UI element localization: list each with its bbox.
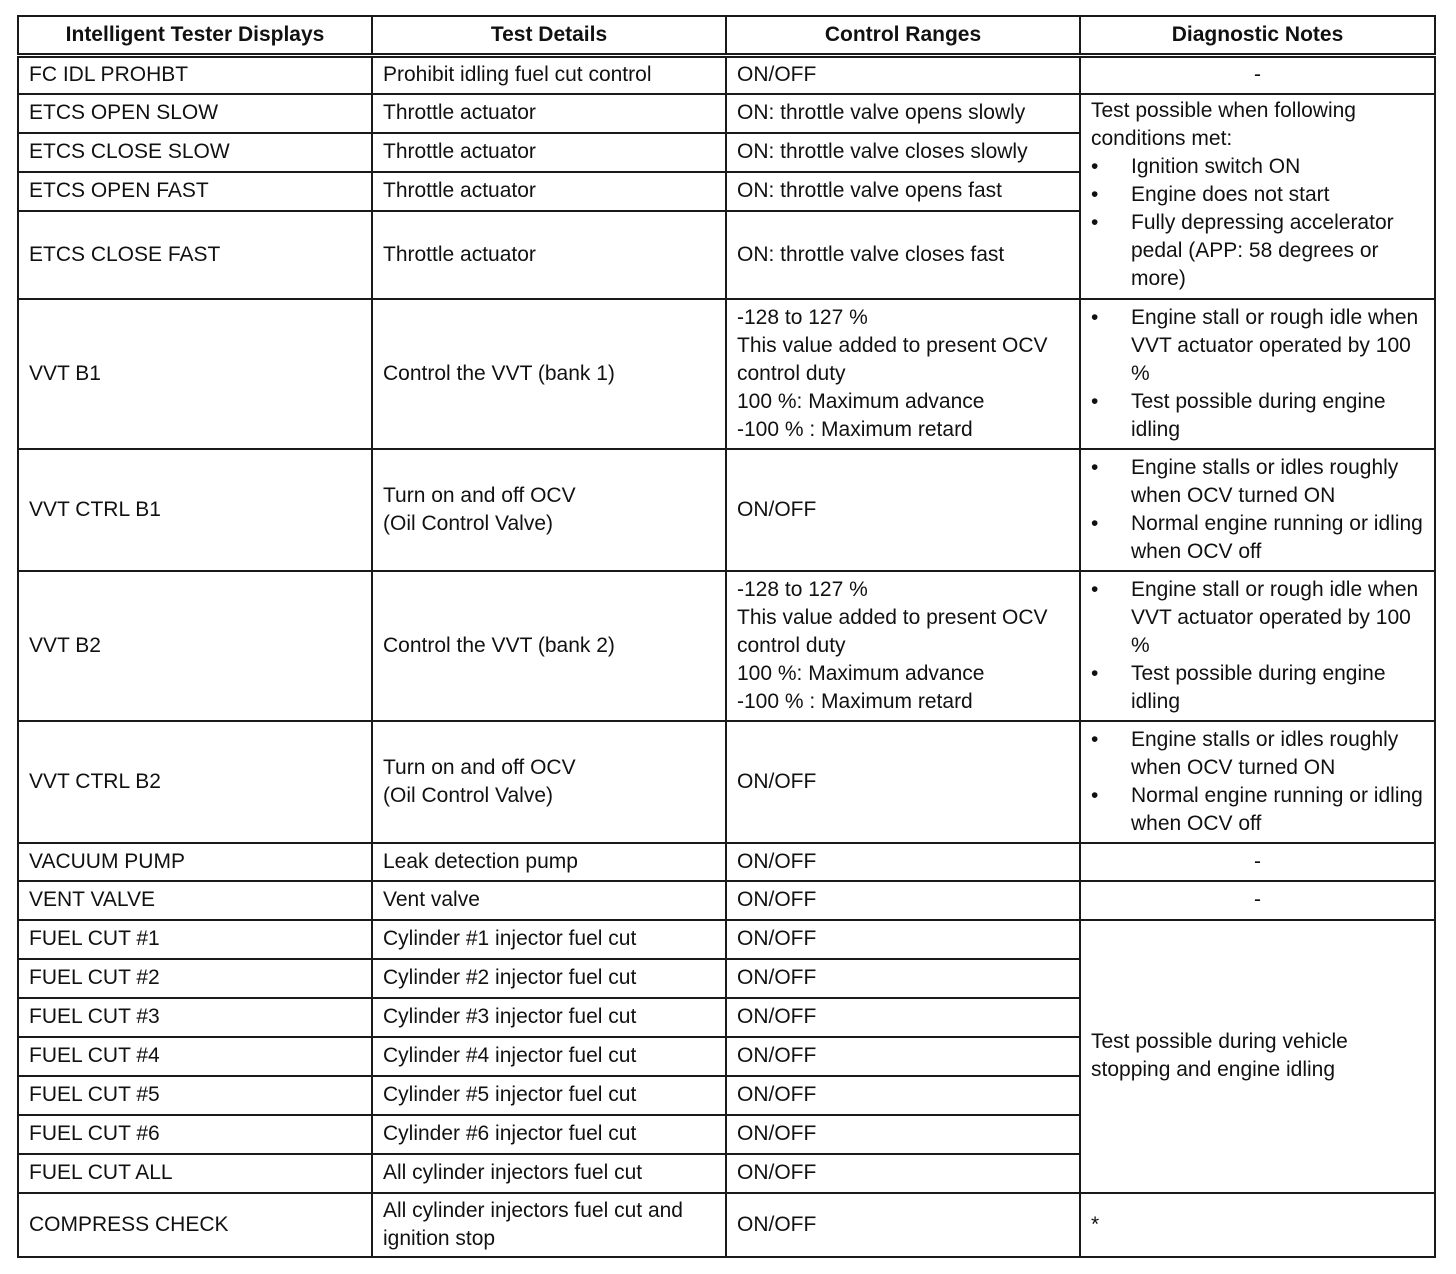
bullet-icon: • [1091,577,1099,601]
control-range-cell: ON/OFF [726,1154,1080,1193]
tester-display-cell: VENT VALVE [18,881,372,920]
test-details-cell: All cylinder injectors fuel cut and ignition stop [372,1193,726,1257]
bullet-icon: • [1091,727,1099,751]
note-bullet: • Fully depressing accelerator pedal (APP: 58 degrees or more) [1091,209,1424,293]
test-details-cell: Cylinder #3 injector fuel cut [372,998,726,1037]
tester-display-cell: FUEL CUT #1 [18,920,372,959]
tester-display-cell: VVT CTRL B1 [18,449,372,571]
tester-display-cell: FUEL CUT #6 [18,1115,372,1154]
tester-display-cell: FC IDL PROHBT [18,56,372,94]
control-range-cell: ON: throttle valve opens fast [726,172,1080,211]
test-details-cell: Prohibit idling fuel cut control [372,56,726,94]
test-details-cell: Vent valve [372,881,726,920]
active-test-table [17,15,1436,1258]
tester-display-cell: COMPRESS CHECK [18,1193,372,1257]
diagnostic-note-cell [1080,449,1435,571]
tester-display-cell: VACUUM PUMP [18,843,372,881]
diagnostic-note-cell: - [1080,56,1435,94]
note-bullet: • Normal engine running or idling when OCV off [1091,510,1424,566]
table-row [18,299,1435,449]
control-range-cell: ON/OFF [726,881,1080,920]
control-range-cell: ON/OFF [726,449,1080,571]
test-details-cell: Throttle actuator [372,172,726,211]
test-details-cell: Cylinder #5 injector fuel cut [372,1076,726,1115]
diagnostic-note-cell: - [1080,881,1435,920]
tester-display-cell: VVT CTRL B2 [18,721,372,843]
table-header-row [18,16,1435,56]
diagnostic-note-cell: * [1080,1193,1435,1257]
test-details-cell: Turn on and off OCV (Oil Control Valve) [372,721,726,843]
tester-display-cell: VVT B1 [18,299,372,449]
control-range-cell: ON/OFF [726,1115,1080,1154]
control-range-cell: ON: throttle valve opens slowly [726,94,1080,133]
note-bullet: • Engine stall or rough idle when VVT actuator operated by 100 % [1091,304,1424,388]
note-intro: Test possible when following conditions met: [1091,98,1356,150]
table-row [18,571,1435,721]
tester-display-cell: FUEL CUT #2 [18,959,372,998]
control-range-cell: ON: throttle valve closes fast [726,211,1080,299]
test-details-cell: Cylinder #6 injector fuel cut [372,1115,726,1154]
test-details-cell: Cylinder #4 injector fuel cut [372,1037,726,1076]
note-bullet: • Engine does not start [1091,181,1424,209]
tester-display-cell: ETCS CLOSE FAST [18,211,372,299]
tester-display-cell: FUEL CUT #5 [18,1076,372,1115]
control-range-cell: ON/OFF [726,920,1080,959]
table-row [18,881,1435,920]
bullet-icon: • [1091,389,1099,413]
tester-display-cell: FUEL CUT #3 [18,998,372,1037]
test-details-cell: Cylinder #1 injector fuel cut [372,920,726,959]
control-range-cell: ON/OFF [726,1037,1080,1076]
bullet-icon: • [1091,154,1099,178]
test-details-cell: Control the VVT (bank 2) [372,571,726,721]
bullet-icon: • [1091,511,1099,535]
header-control-ranges: Control Ranges [726,16,1080,56]
diagnostic-note-cell [1080,571,1435,721]
table-row [18,1193,1435,1257]
tester-display-cell: ETCS CLOSE SLOW [18,133,372,172]
tester-display-cell: VVT B2 [18,571,372,721]
test-details-cell: Control the VVT (bank 1) [372,299,726,449]
note-bullet: • Test possible during engine idling [1091,388,1424,444]
table-row [18,94,1435,133]
test-details-cell: Leak detection pump [372,843,726,881]
bullet-icon: • [1091,661,1099,685]
bullet-icon: • [1091,210,1099,234]
table-row [18,56,1435,94]
table-row [18,920,1435,959]
control-range-cell: ON: throttle valve closes slowly [726,133,1080,172]
test-details-cell: Throttle actuator [372,211,726,299]
bullet-icon: • [1091,305,1099,329]
control-range-cell: ON/OFF [726,1076,1080,1115]
test-details-cell: Throttle actuator [372,94,726,133]
control-range-cell: ON/OFF [726,998,1080,1037]
note-bullet: • Engine stalls or idles roughly when OCV turned ON [1091,454,1424,510]
note-bullet: • Ignition switch ON [1091,153,1424,181]
test-details-cell: All cylinder injectors fuel cut [372,1154,726,1193]
bullet-icon: • [1091,455,1099,479]
diagnostic-note-cell: Test possible during vehicle stopping and engine idling [1080,920,1435,1193]
header-diagnostic-notes: Diagnostic Notes [1080,16,1435,56]
test-details-cell: Cylinder #2 injector fuel cut [372,959,726,998]
test-details-cell: Throttle actuator [372,133,726,172]
header-test-details: Test Details [372,16,726,56]
control-range-cell: -128 to 127 % This value added to present OCV control duty 100 %: Maximum advance -100 % : Maximum retard [726,299,1080,449]
control-range-cell: ON/OFF [726,721,1080,843]
note-bullet: • Test possible during engine idling [1091,660,1424,716]
diagnostic-note-cell: - [1080,843,1435,881]
test-details-cell: Turn on and off OCV (Oil Control Valve) [372,449,726,571]
tester-display-cell: FUEL CUT #4 [18,1037,372,1076]
control-range-cell: -128 to 127 % This value added to present OCV control duty 100 %: Maximum advance -100 % : Maximum retard [726,571,1080,721]
note-bullet: • Engine stall or rough idle when VVT actuator operated by 100 % [1091,576,1424,660]
table-row [18,843,1435,881]
diagnostic-note-cell [1080,299,1435,449]
tester-display-cell: ETCS OPEN FAST [18,172,372,211]
bullet-icon: • [1091,783,1099,807]
diagnostic-note-cell [1080,721,1435,843]
tester-display-cell: FUEL CUT ALL [18,1154,372,1193]
bullet-icon: • [1091,182,1099,206]
diagnostic-note-cell [1080,94,1435,299]
table-row [18,721,1435,843]
control-range-cell: ON/OFF [726,959,1080,998]
header-tester-displays: Intelligent Tester Displays [18,16,372,56]
control-range-cell: ON/OFF [726,843,1080,881]
note-bullet: • Engine stalls or idles roughly when OCV turned ON [1091,726,1424,782]
table-row [18,449,1435,571]
note-bullet: • Normal engine running or idling when OCV off [1091,782,1424,838]
control-range-cell: ON/OFF [726,56,1080,94]
control-range-cell: ON/OFF [726,1193,1080,1257]
tester-display-cell: ETCS OPEN SLOW [18,94,372,133]
